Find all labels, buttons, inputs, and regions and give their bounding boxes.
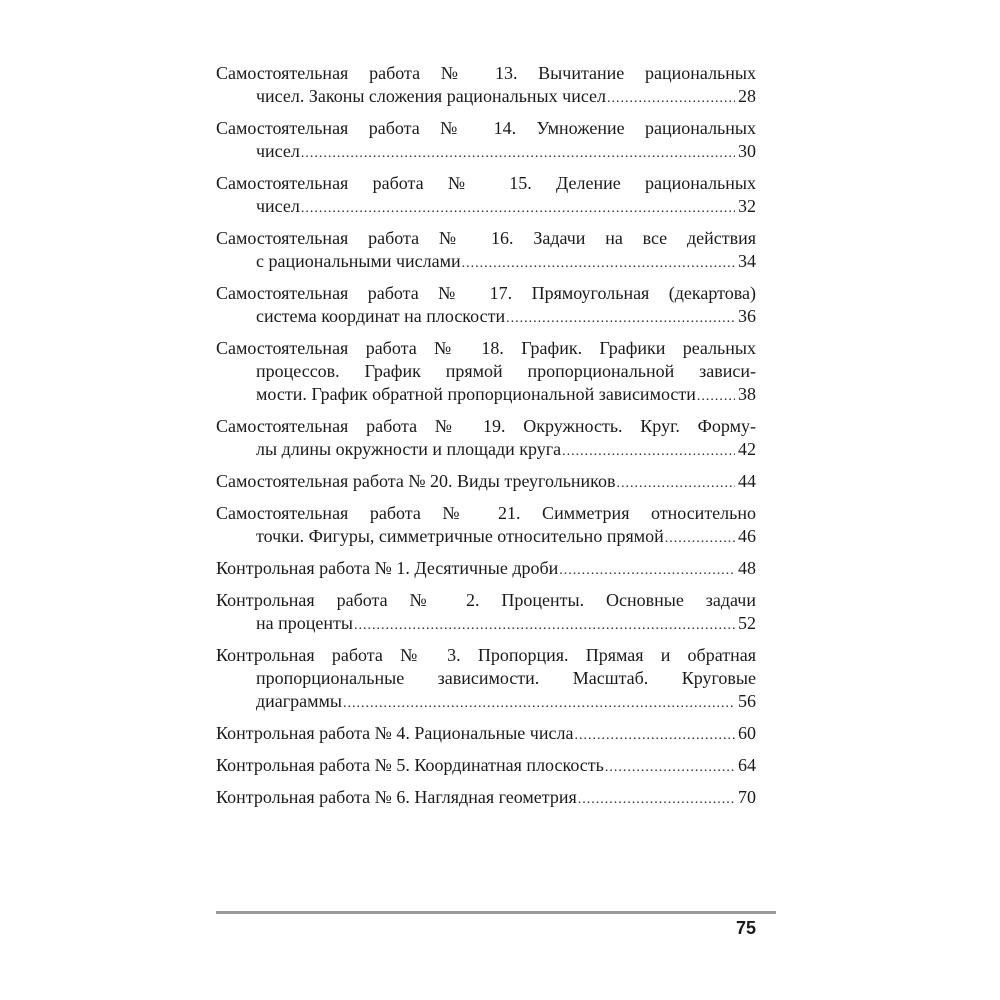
toc-entry-text-line: Самостоятельная работа № 13. Вычитание рациональных bbox=[216, 63, 756, 83]
toc-entry-text-line: диаграммы bbox=[256, 691, 343, 711]
dot-leader bbox=[697, 385, 735, 408]
toc-page-number: 46 bbox=[738, 526, 756, 546]
toc-entry[interactable] bbox=[216, 786, 756, 809]
toc-page-number: 56 bbox=[738, 691, 756, 711]
dot-leader bbox=[562, 440, 735, 463]
toc-page-number: 70 bbox=[738, 787, 756, 807]
toc-entry-text-line: с рациональными числами bbox=[256, 251, 461, 271]
toc-entry-text-line: Контрольная работа № 3. Пропорция. Прямая и обратная bbox=[216, 645, 756, 665]
toc-entry[interactable] bbox=[216, 227, 756, 273]
toc-entry-text-line: Самостоятельная работа № 20. Виды треугольников bbox=[216, 471, 616, 491]
toc-entry-text-line: система координат на плоскости bbox=[256, 306, 506, 326]
dot-leader bbox=[559, 559, 735, 582]
toc-entry-text-line: Самостоятельная работа № 21. Симметрия относительно bbox=[216, 503, 756, 523]
toc-page-number: 52 bbox=[738, 613, 756, 633]
toc-entry-text-line: Самостоятельная работа № 17. Прямоугольная (декартова) bbox=[216, 283, 756, 303]
dot-leader bbox=[617, 472, 736, 495]
toc-entry-text-line: Контрольная работа № 2. Проценты. Основные задачи bbox=[216, 590, 756, 610]
toc-entry-text-line: Самостоятельная работа № 19. Окружность. Круг. Форму- bbox=[216, 416, 756, 436]
toc-page-number: 60 bbox=[738, 723, 756, 743]
toc-page-number: 36 bbox=[738, 306, 756, 326]
toc-entry-text-line: точки. Фигуры, симметричные относительно прямой bbox=[256, 526, 664, 546]
dot-leader bbox=[343, 692, 735, 715]
toc-entry-text-line: на проценты bbox=[256, 613, 353, 633]
table-of-contents bbox=[216, 62, 756, 818]
toc-entry-text-line: Самостоятельная работа № 15. Деление рациональных bbox=[216, 173, 756, 193]
toc-entry-text-line: лы длины окружности и площади круга bbox=[256, 439, 562, 459]
toc-entry-text-line: Самостоятельная работа № 18. График. Графики реальных bbox=[216, 338, 756, 358]
toc-entry-text-line: Самостоятельная работа № 16. Задачи на все действия bbox=[216, 228, 756, 248]
toc-entry-text-line: Контрольная работа № 1. Десятичные дроби bbox=[216, 558, 559, 578]
toc-entry-text-line: Контрольная работа № 4. Рациональные числа bbox=[216, 723, 574, 743]
toc-page-number: 38 bbox=[738, 384, 756, 404]
toc-entry[interactable] bbox=[216, 644, 756, 713]
toc-entry-text-line: мости. График обратной пропорциональной зависимости bbox=[256, 384, 696, 404]
toc-entry[interactable] bbox=[216, 337, 756, 406]
toc-page-number: 28 bbox=[738, 86, 756, 106]
toc-page-number: 42 bbox=[738, 439, 756, 459]
toc-entry-text-line: Самостоятельная работа № 14. Умножение рациональных bbox=[216, 118, 756, 138]
dot-leader bbox=[301, 142, 735, 165]
toc-page-number: 44 bbox=[738, 471, 756, 491]
toc-page-number: 30 bbox=[738, 141, 756, 161]
toc-page-number: 34 bbox=[738, 251, 756, 271]
dot-leader bbox=[607, 87, 735, 110]
toc-entry[interactable] bbox=[216, 62, 756, 108]
toc-entry-text-line: чисел bbox=[256, 141, 300, 161]
toc-entry-text-line: пропорциональные зависимости. Масштаб. Круговые bbox=[256, 668, 756, 688]
dot-leader bbox=[665, 527, 735, 550]
dot-leader bbox=[301, 197, 735, 220]
toc-entry-text-line: Контрольная работа № 5. Координатная плоскость bbox=[216, 755, 604, 775]
toc-entry-text-line: чисел bbox=[256, 196, 300, 216]
dot-leader bbox=[506, 307, 735, 330]
toc-entry[interactable] bbox=[216, 722, 756, 745]
toc-entry-text-line: Контрольная работа № 6. Наглядная геометрия bbox=[216, 787, 577, 807]
toc-entry[interactable] bbox=[216, 589, 756, 635]
toc-page-number: 48 bbox=[738, 558, 756, 578]
toc-entry[interactable] bbox=[216, 557, 756, 580]
toc-entry[interactable] bbox=[216, 282, 756, 328]
toc-entry-text-line: чисел. Законы сложения рациональных чисел bbox=[256, 86, 607, 106]
dot-leader bbox=[605, 756, 735, 779]
toc-page-number: 32 bbox=[738, 196, 756, 216]
dot-leader bbox=[462, 252, 735, 275]
toc-entry[interactable] bbox=[216, 415, 756, 461]
toc-entry[interactable] bbox=[216, 470, 756, 493]
dot-leader bbox=[354, 614, 735, 637]
toc-page-number: 64 bbox=[738, 755, 756, 775]
toc-entry[interactable] bbox=[216, 172, 756, 218]
toc-entry[interactable] bbox=[216, 502, 756, 548]
toc-entry-text-line: процессов. График прямой пропорциональной зависи- bbox=[256, 361, 756, 381]
toc-entry[interactable] bbox=[216, 754, 756, 777]
toc-entry[interactable] bbox=[216, 117, 756, 163]
page-number: 75 bbox=[735, 918, 756, 938]
footer-rule bbox=[216, 911, 776, 914]
dot-leader bbox=[574, 724, 735, 747]
dot-leader bbox=[578, 788, 735, 811]
